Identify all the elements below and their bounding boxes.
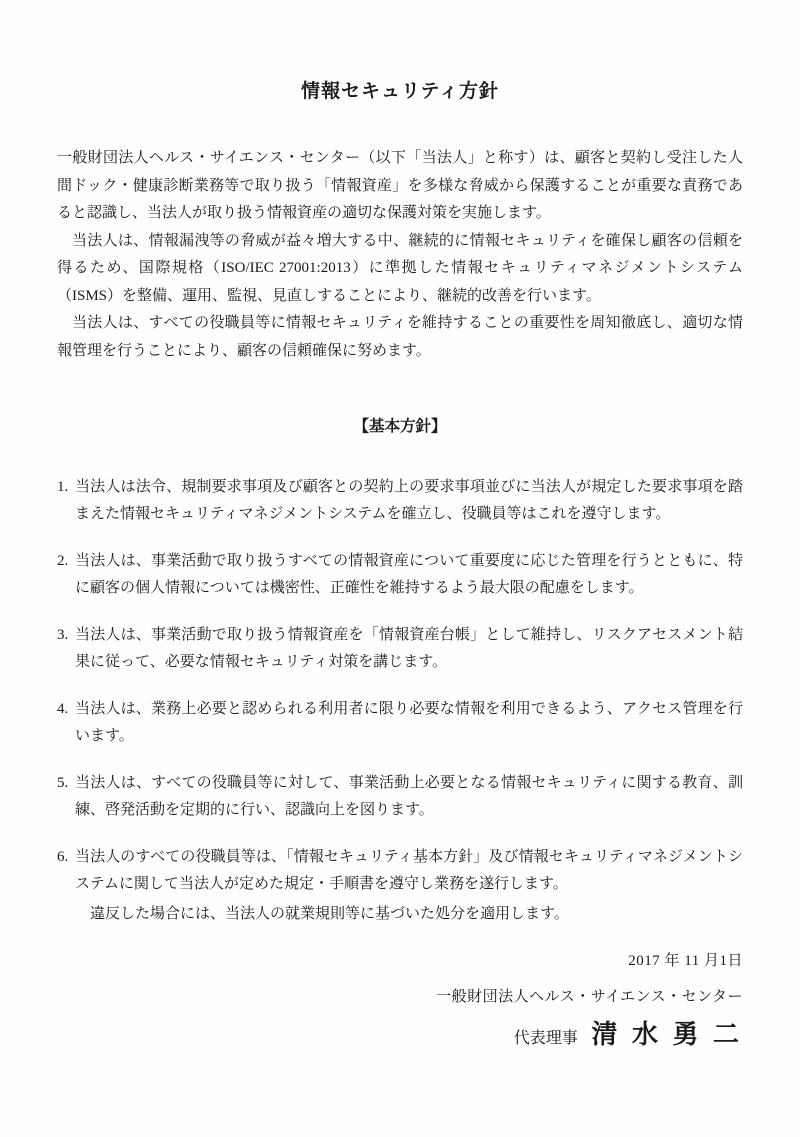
item-text: 当法人は、すべての役職員等に対して、事業活動上必要となる情報セキュリティに関する教育、訓練、啓発活動を定期的に行い、認識向上を図ります。 bbox=[75, 775, 743, 818]
intro-section bbox=[57, 145, 743, 365]
item-text: 当法人は、業務上必要と認められる利用者に限り必要な情報を利用できるよう、アクセス管理を行います。 bbox=[75, 701, 743, 744]
intro-paragraph-1: 一般財団法人ヘルス・サイエンス・センター（以下「当法人」と称す）は、顧客と契約し受注した人間ドック・健康診断業務等で取り扱う「情報資産」を多様な脅威から保護することが重要な責務であると認識し、当法人が取り扱う情報資産の適切な保護対策を実施します。 bbox=[57, 150, 743, 221]
signer-line bbox=[57, 1017, 743, 1057]
section-heading-basic-policy: 【基本方針】 bbox=[353, 418, 447, 435]
item-text: 当法人のすべての役職員等は、「情報セキュリティ基本方針」及び情報セキュリティマネジメントシステムに関して当法人が定めた規定・手順書を遵守し業務を遂行します。 bbox=[75, 849, 743, 892]
policy-item-6 bbox=[57, 844, 743, 928]
item-number: 6. bbox=[57, 849, 69, 865]
item-text: 当法人は法令、規制要求事項及び顧客との契約上の要求事項並びに当法人が規定した要求事項を踏まえた情報セキュリティマネジメントシステムを確立し、役職員等はこれを遵守します。 bbox=[75, 479, 743, 522]
intro-paragraph-2: 当法人は、情報漏洩等の脅威が益々増大する中、継続的に情報セキュリティを確保し顧客の信頼を得るため、国際規格（ISO/IEC 27001:2013）に準拠した情報セキュリティマネジメントシステム（ISMS）を整備、運用、監視、見直しすることにより、継続的改善を行います。 bbox=[57, 232, 743, 304]
policy-item-3 bbox=[57, 622, 743, 676]
policy-item-2 bbox=[57, 548, 743, 602]
item-text: 当法人は、事業活動で取り扱う情報資産を「情報資産台帳」として維持し、リスクアセスメント結果に従って、必要な情報セキュリティ対策を講じます。 bbox=[75, 627, 743, 670]
item-number: 4. bbox=[57, 701, 69, 717]
policy-item-4 bbox=[57, 696, 743, 750]
organization-name: 一般財団法人ヘルス・サイエンス・センター bbox=[436, 989, 743, 1005]
document-title: 情報セキュリティ方針 bbox=[300, 81, 500, 102]
issue-date: 2017 年 11 月1日 bbox=[628, 953, 743, 969]
item-number: 2. bbox=[57, 553, 69, 569]
document-footer bbox=[57, 948, 743, 1057]
item-number: 3. bbox=[57, 627, 69, 643]
policy-item-5 bbox=[57, 770, 743, 824]
signer-title: 代表理事 bbox=[513, 1030, 578, 1047]
signer-name-signature: 清 水 勇 二 bbox=[591, 1020, 743, 1049]
policy-list bbox=[57, 474, 743, 928]
item-number: 5. bbox=[57, 775, 69, 791]
intro-paragraph-3: 当法人は、すべての役職員等に情報セキュリティを維持することの重要性を周知徹底し、適切な情報管理を行うことにより、顧客の信頼確保に努めます。 bbox=[57, 315, 743, 359]
item-violation-note: 違反した場合には、当法人の就業規則等に基づいた処分を適用します。 bbox=[90, 906, 569, 922]
item-text: 当法人は、事業活動で取り扱うすべての情報資産について重要度に応じた管理を行うとともに、特に顧客の個人情報については機密性、正確性を維持するよう最大限の配慮をします。 bbox=[75, 553, 743, 596]
item-number: 1. bbox=[57, 479, 69, 495]
policy-item-1 bbox=[57, 474, 743, 528]
